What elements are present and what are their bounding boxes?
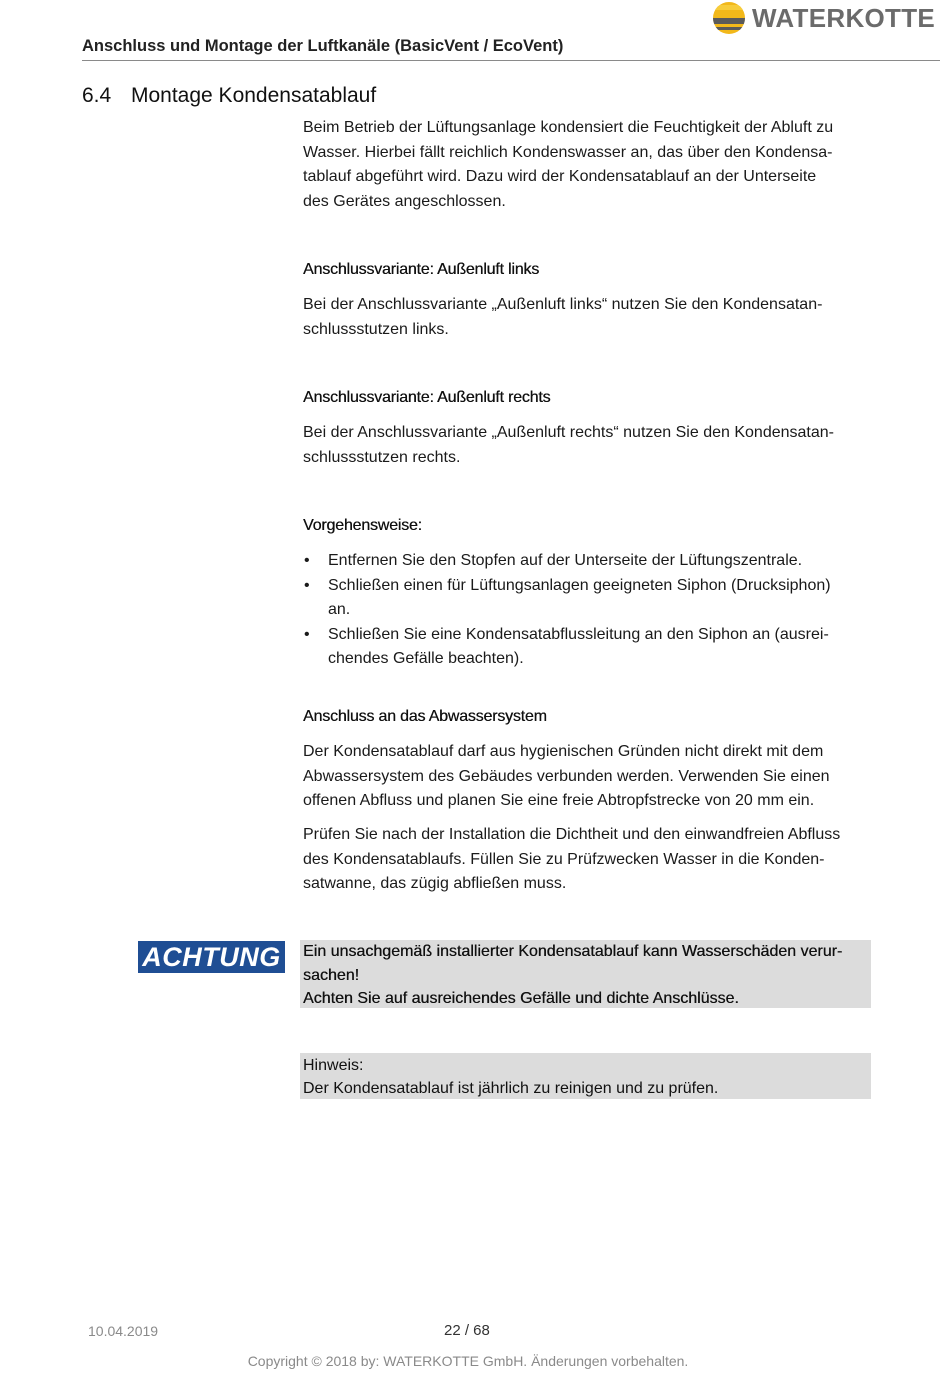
section-title: Montage Kondensatablauf	[131, 84, 377, 107]
variant-left-paragraph	[303, 293, 869, 342]
sewage-heading: Anschluss an das Abwassersystem	[303, 708, 547, 725]
intro-paragraph	[303, 116, 869, 214]
text-line: Entfernen Sie den Stopfen auf der Unterseite der Lüftungszentrale.	[328, 552, 803, 569]
warning-line: Ein unsachgemäß installierter Kondensatablauf kann Wasserschäden verur-	[303, 943, 843, 960]
sun-logo-icon	[712, 1, 748, 37]
logo-wordmark: WATERKOTTE	[752, 3, 936, 33]
text-line: Bei der Anschlussvariante „Außenluft rechts“ nutzen Sie den Kondensatan-	[303, 424, 834, 441]
note-label: Hinweis:	[303, 1057, 364, 1074]
warning-line: sachen!	[303, 966, 360, 984]
footer-copyright: Copyright © 2018 by: WATERKOTTE GmbH. Änderungen vorbehalten.	[247, 1353, 689, 1369]
header-divider	[82, 60, 940, 61]
text-line: satwanne, das zügig abfließen muss.	[303, 875, 567, 892]
bullet-icon: •	[304, 576, 310, 594]
text-line: schlussstutzen links.	[303, 320, 449, 338]
note-box	[300, 1053, 871, 1099]
footer-date: 10.04.2019	[88, 1323, 159, 1339]
list-item	[303, 549, 869, 574]
text-line: Wasser. Hierbei fällt reichlich Kondenswasser an, das über den Kondensa-	[303, 143, 833, 161]
page-number: 22 / 68	[444, 1322, 490, 1339]
text-line: an.	[328, 601, 351, 618]
warning-line: Achten Sie auf ausreichendes Gefälle und dichte Anschlüsse.	[303, 990, 739, 1007]
text-line: schlussstutzen rechts.	[303, 448, 461, 466]
text-line: Bei der Anschlussvariante „Außenluft links“ nutzen Sie den Kondensatan-	[303, 296, 823, 313]
text-line: des Kondensatablaufs. Füllen Sie zu Prüfzwecken Wasser in die Konden-	[303, 850, 825, 868]
procedure-steps-list	[303, 549, 869, 672]
text-line: Abwassersystem des Gebäudes verbunden werden. Verwenden Sie einen	[303, 767, 830, 785]
sewage-paragraph-1	[303, 740, 869, 814]
variant-right-paragraph	[303, 421, 869, 470]
text-line: chendes Gefälle beachten).	[328, 650, 524, 667]
warning-box	[300, 940, 871, 1008]
variant-left-heading: Anschlussvariante: Außenluft links	[303, 261, 539, 278]
list-item	[303, 623, 869, 672]
text-line: Prüfen Sie nach der Installation die Dichtheit und den einwandfreien Abfluss	[303, 826, 841, 843]
company-logo	[712, 1, 942, 35]
text-line: Schließen einen für Lüftungsanlagen geeigneten Siphon (Drucksiphon)	[328, 576, 831, 594]
section-number: 6.4	[82, 84, 112, 107]
achtung-warning-badge: ACHTUNG	[138, 941, 285, 973]
document-header-title: Anschluss und Montage der Luftkanäle (BasicVent / EcoVent)	[82, 37, 564, 55]
text-line: tablauf abgeführt wird. Dazu wird der Kondensatablauf an der Unterseite	[303, 168, 817, 185]
text-line: Beim Betrieb der Lüftungsanlage kondensiert die Feuchtigkeit der Abluft zu	[303, 119, 834, 136]
text-line: Der Kondensatablauf darf aus hygienischen Gründen nicht direkt mit dem	[303, 743, 824, 760]
procedure-heading: Vorgehensweise:	[303, 517, 422, 534]
note-text: Der Kondensatablauf ist jährlich zu reinigen und zu prüfen.	[303, 1080, 719, 1097]
text-line: des Gerätes angeschlossen.	[303, 192, 506, 210]
sewage-paragraph-2	[303, 823, 869, 897]
text-line: offenen Abfluss und planen Sie eine freie Abtropfstrecke von 20 mm ein.	[303, 792, 815, 809]
variant-right-heading: Anschlussvariante: Außenluft rechts	[303, 389, 551, 406]
list-item	[303, 574, 869, 623]
text-line: Schließen Sie eine Kondensatabflussleitung an den Siphon an (ausrei-	[328, 625, 829, 643]
bullet-icon: •	[304, 625, 310, 643]
bullet-icon: •	[304, 552, 310, 569]
